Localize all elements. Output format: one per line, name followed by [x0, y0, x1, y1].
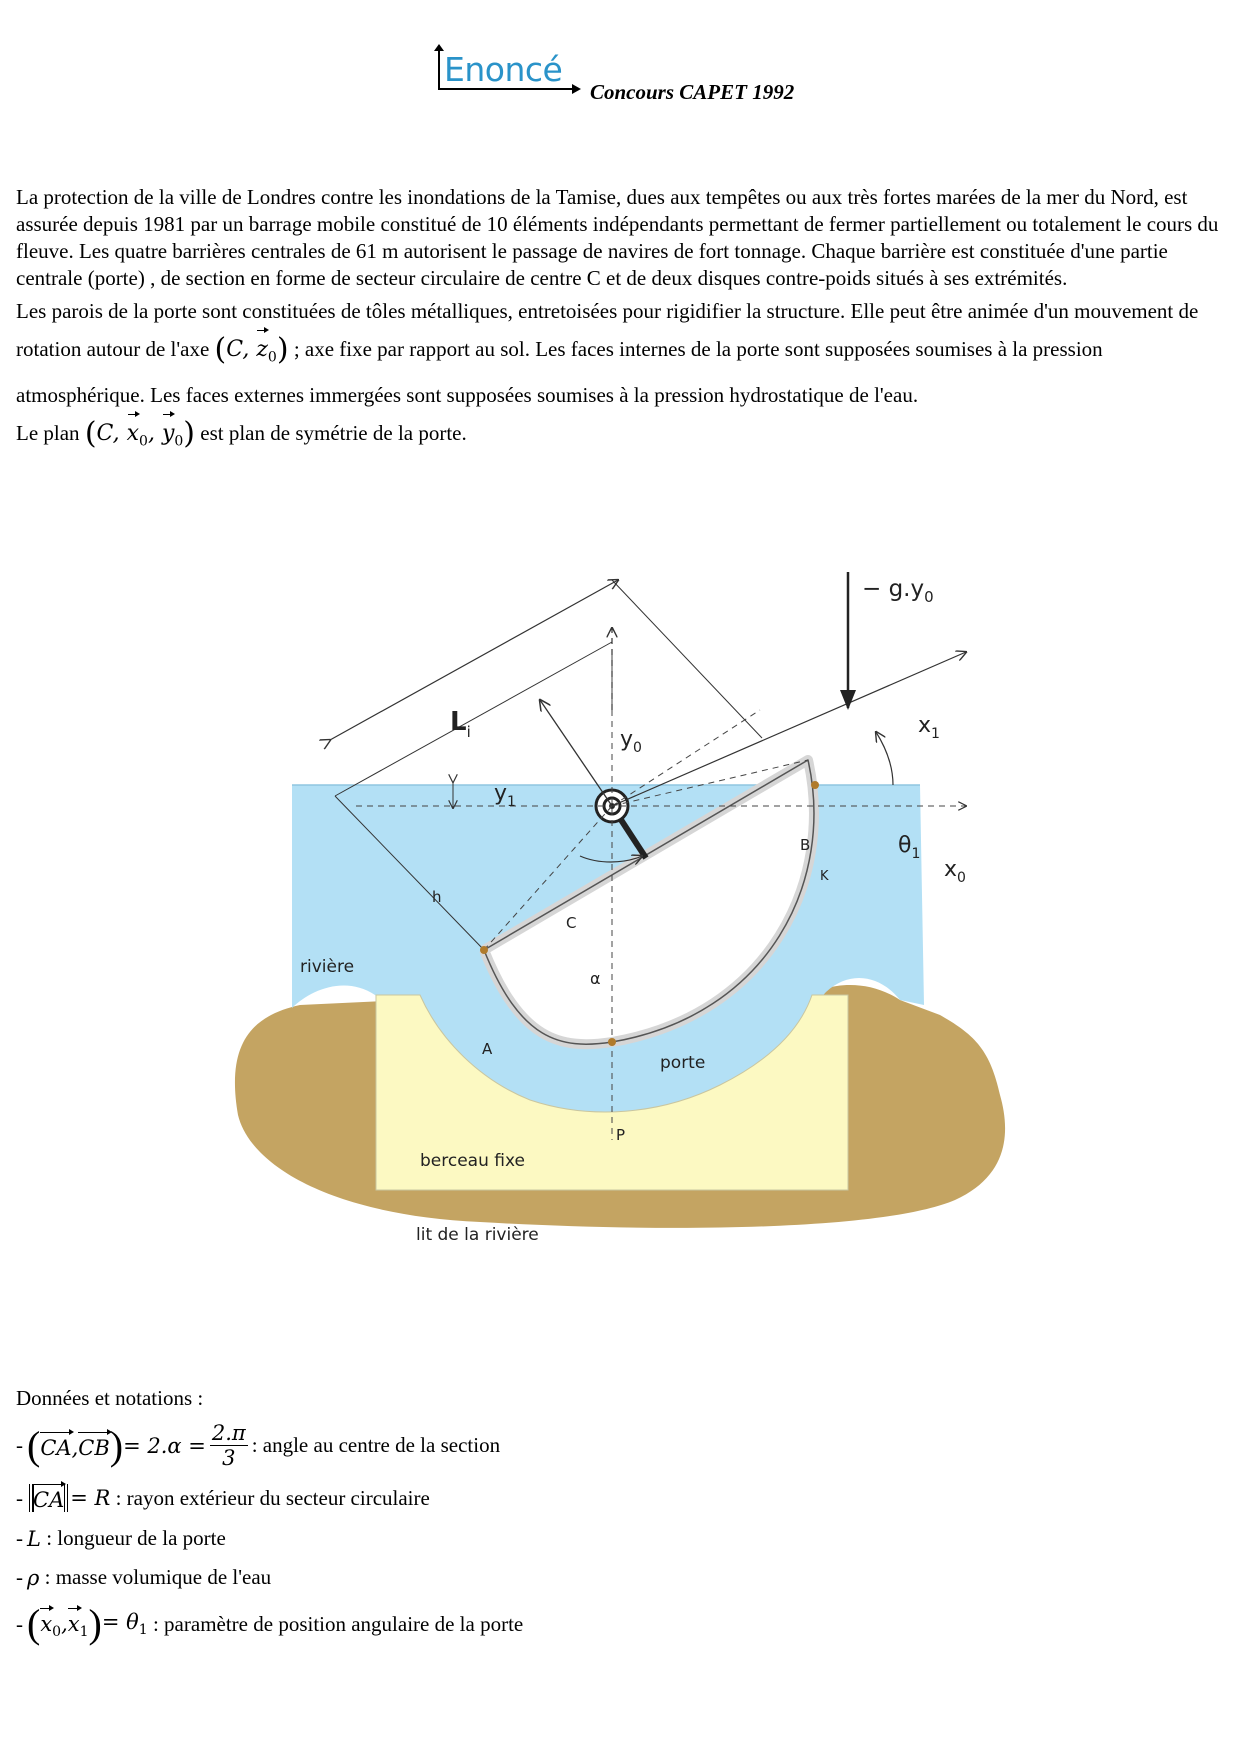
point-a-label: A: [482, 1040, 493, 1058]
enonce-logo: [434, 46, 582, 92]
point-a-dot: [480, 946, 488, 954]
gravity-label: − $g.y_0$: [862, 576, 934, 606]
barrier-diagram-svg: [0, 560, 1240, 1340]
notation-density: - ρ : masse volumique de l'eau: [16, 1565, 272, 1590]
barrier-diagram: [0, 560, 1240, 1340]
point-p-label: P: [616, 1126, 626, 1144]
y1-label: $y_1$: [494, 781, 516, 810]
axis-notation: (C, $z_0$): [214, 332, 289, 367]
x0-label: $x_0$: [944, 857, 966, 886]
intro-paragraph-3: [16, 414, 1226, 460]
notation-radius: - CA = R : rayon extérieur du secteur circulaire: [16, 1485, 430, 1512]
logo-arrow-up-icon: [434, 44, 444, 51]
fraction: $\frac{2.\pi}{3}$: [211, 1421, 246, 1470]
intro-paragraph-2: [16, 292, 1226, 414]
alpha-label: α: [590, 969, 601, 988]
theta1-label: $\theta_1$: [898, 833, 921, 862]
li-label: $L_i$: [450, 707, 471, 741]
h-label: h: [432, 888, 442, 906]
point-p-dot: [608, 1038, 616, 1046]
notations-title: Données et notations :: [16, 1386, 204, 1410]
intro-p2-start: Les parois de la porte sont constituées de tôles métalliques, entretoisées pour rigidifier la structure. Elle peut être animée d'un mouvement de rotation autour de l'axe: [16, 299, 1199, 361]
intro-text: [16, 184, 1226, 461]
intro-p3-start: Le plan: [16, 421, 80, 446]
river-label: rivière: [300, 957, 355, 977]
contest-title: Concours CAPET 1992: [590, 80, 795, 104]
notations-section: [16, 1386, 1216, 1658]
point-c-label: C: [566, 914, 577, 932]
x1-label: $x_1$: [918, 713, 940, 742]
cradle-label: berceau fixe: [420, 1151, 525, 1171]
gate-label: porte: [660, 1053, 706, 1073]
point-k-dot: [811, 781, 819, 789]
notation-length: - L : longueur de la porte: [16, 1526, 226, 1551]
intro-paragraph-1: La protection de la ville de Londres contre les inondations de la Tamise, dues aux tempêtes ou aux très fortes marées de la mer du Nord, est assurée depuis 1981 par un barrage mobile constitué de 10 éléments indépendants permettant de fermer partiellement ou totalement le cours du fleuve. Les quatre barrières centrales de 61 m autorisent le passage de navires de fort tonnage. Chaque barrière est constituée d'une partie centrale (porte) , de section en forme de secteur circulaire de centre C et de deux disques contre-poids situés à ses extrémités.: [16, 185, 1219, 290]
logo-text: Enoncé: [444, 50, 563, 89]
notation-angle: - ( CA,CB ) = 2.α = $\frac{2.\pi}{3}$ : angle au centre de la section: [16, 1421, 501, 1470]
notation-theta: - ( $x_0,x_1$ ) = $\theta_1$ : paramètre de position angulaire de la porte: [16, 1601, 524, 1646]
intro-p3-end: est plan de symétrie de la porte.: [200, 421, 467, 446]
point-b-label: B: [800, 836, 811, 854]
logo-axis-vertical: [438, 46, 440, 88]
intro-p2-end: ; axe fixe par rapport au sol. Les faces internes de la porte sont supposées soumises à la pression atmosphérique. Les faces externes immergées sont supposées soumises à la pression hydrostatique de l'eau.: [16, 337, 1103, 408]
y0-label: $y_0$: [620, 727, 642, 756]
point-k-label: K: [820, 869, 829, 884]
logo-arrow-right-icon: [572, 84, 581, 94]
plane-notation: (C, $x_0$, $y_0$): [84, 416, 196, 452]
riverbed-label: lit de la rivière: [416, 1225, 539, 1245]
